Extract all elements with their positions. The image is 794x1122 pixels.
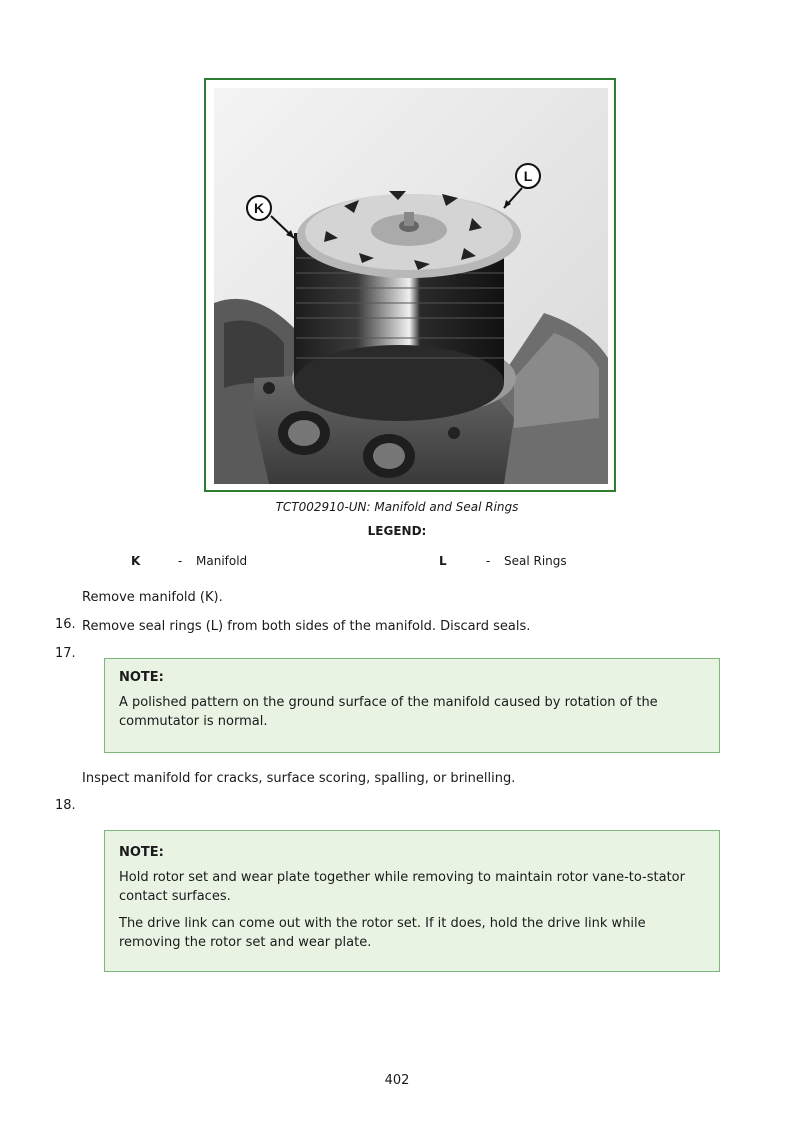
inspect-manifold-text: Inspect manifold for cracks, surface scoring, spalling, or brinelling. (82, 771, 516, 786)
note-box-rotor-set (104, 830, 720, 972)
legend-dash: - (178, 554, 183, 568)
legend-title: LEGEND: (367, 524, 427, 538)
step-17-number: 17. (55, 646, 76, 661)
legend-label-seal-rings: Seal Rings (504, 554, 567, 568)
callout-k-label: K (253, 200, 265, 216)
legend-label-manifold: Manifold (196, 554, 248, 568)
step-16-text: Remove seal rings (L) from both sides of the manifold. Discard seals. (82, 619, 531, 634)
figure-caption: TCT002910-UN: Manifold and Seal Rings (275, 500, 519, 514)
note-box-polished-pattern (104, 658, 720, 753)
note-title: NOTE: (119, 670, 164, 685)
manifold-photo (214, 88, 608, 484)
figure-frame (204, 78, 616, 492)
callout-l-label: L (523, 168, 533, 184)
page-number: 402 (384, 1073, 410, 1088)
legend-key-l: L (439, 554, 447, 568)
legend-dash: - (486, 554, 491, 568)
step-18-number: 18. (55, 798, 76, 813)
note-text-drive-link: The drive link can come out with the rotor set. If it does, hold the drive link while removing the rotor set and wear plate. (119, 916, 646, 950)
note-title: NOTE: (119, 845, 164, 860)
remove-manifold-text: Remove manifold (K). (82, 590, 223, 605)
legend-key-k: K (131, 554, 141, 568)
note-text-hold-rotor: Hold rotor set and wear plate together while removing to maintain rotor vane-to-stator contact surfaces. (119, 870, 685, 904)
step-16-number: 16. (55, 617, 76, 632)
note-text: A polished pattern on the ground surface of the manifold caused by rotation of the commutator is normal. (119, 695, 658, 729)
